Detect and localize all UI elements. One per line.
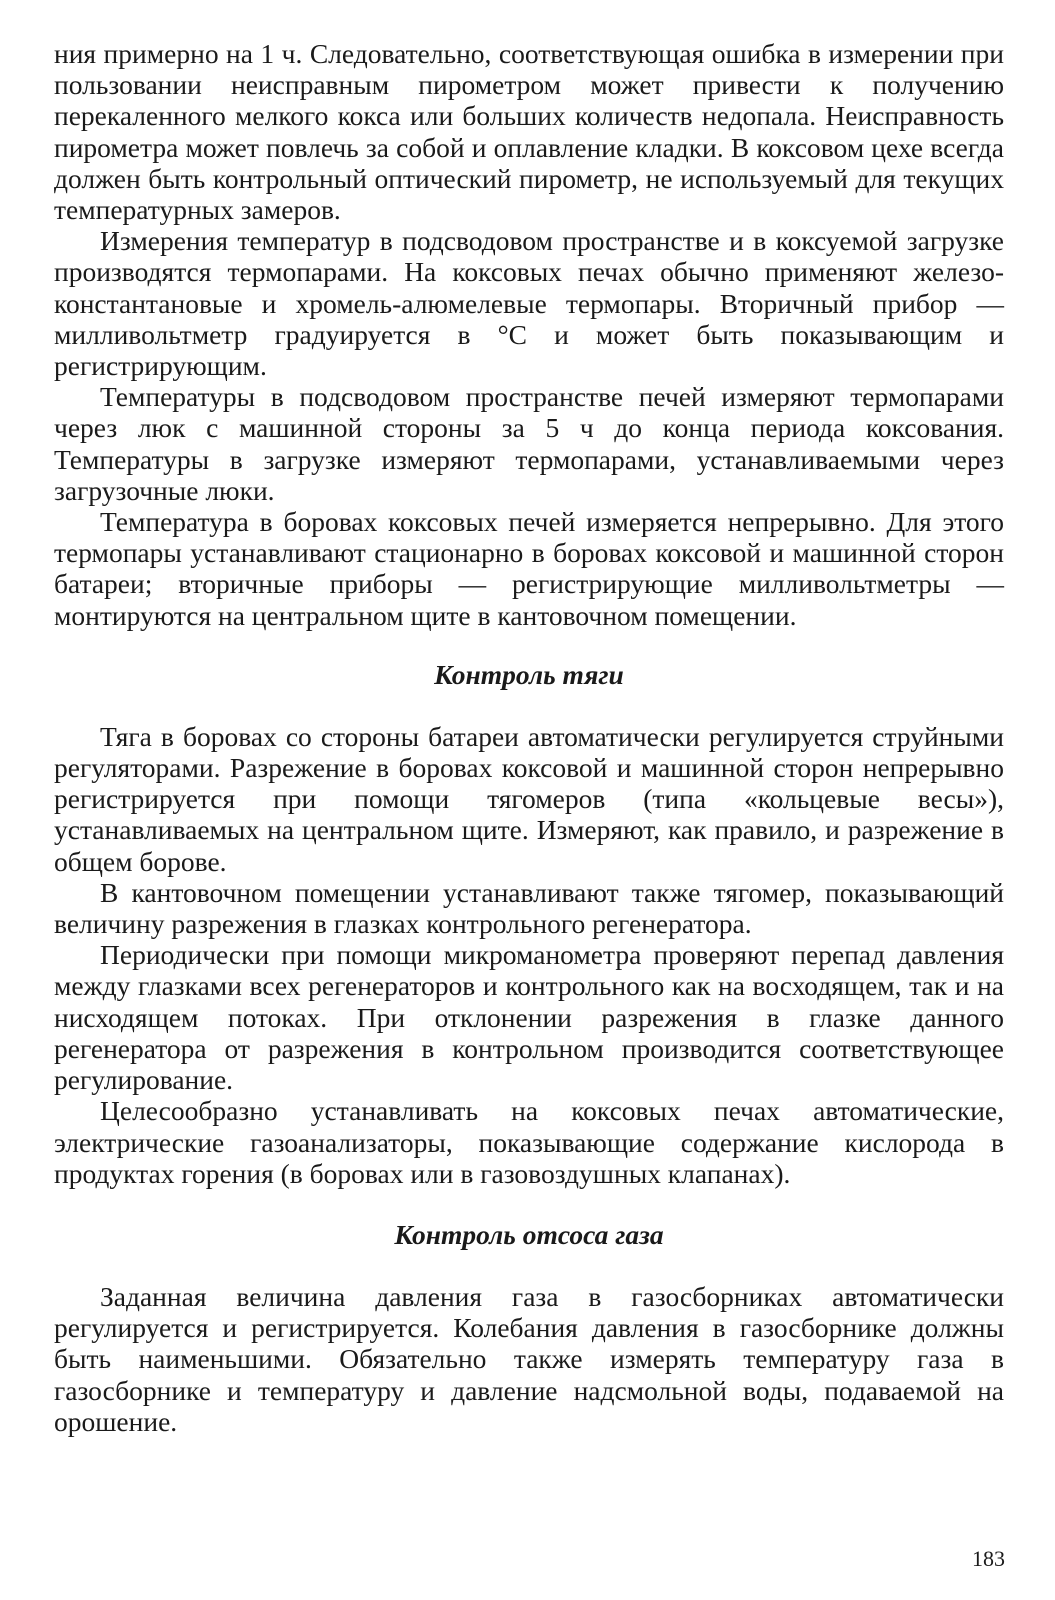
paragraph-draft-gauge: В кантовочном помещении устанавливают также тягомер, показывающий величину разрежения в глазках контрольного регенератора. xyxy=(54,876,1004,940)
paragraph-roof-space-temperature: Температуры в подсводовом пространстве печей измеряют термопарами через люк с машинной стороны за 5 ч до конца периода коксования. Температуры в загрузке измеряют термопарами, устанавливаемыми через загрузочные люки. xyxy=(54,381,1004,506)
paragraph-gas-analyzers: Целесообразно устанавливать на коксовых печах автоматические, электрические газоанализаторы, показывающие содержание кислорода в продуктах горения (в боровах или в газовоздушных клапанах). xyxy=(54,1095,1004,1189)
section-heading-gas-suction-control: Контроль отсоса газа xyxy=(394,1218,664,1250)
paragraph-micromanometer: Периодически при помощи микроманометра проверяют перепад давления между глазками всех регенераторов и контрольного как на восходящем, так и на нисходящем потоках. При отклонении разрежения в глазке данного регенератора от разрежения в контрольном производится соответствующее регулирование. xyxy=(54,939,1004,1096)
paragraph-flue-temperature: Температура в боровах коксовых печей измеряется непрерывно. Для этого термопары устанавливают стационарно в боровах коксовой и машинной сторон батареи; вторичные приборы — регистрирующие милливольтметры — монтируются на центральном щите в кантовочном помещении. xyxy=(54,506,1004,631)
paragraph-draft-regulation: Тяга в боровах со стороны батареи автоматически регулируется струйными регуляторами. Разрежение в боровах коксовой и машинной сторон непрерывно регистрируется при помощи тягомеров (типа «кольцевые весы»), устанавливаемых на центральном щите. Измеряют, как правило, и разрежение в общем борове. xyxy=(54,720,1004,877)
page-number: 183 xyxy=(972,1546,1005,1571)
paragraph-thermocouples: Измерения температур в подсводовом пространстве и в коксуемой загрузке производятся термопарами. На коксовых печах обычно применяют железо-константановые и хромель-алюмелевые термопары. Вторичный прибор — милливольтметр градуируется в °С и может быть показывающим и регистрирующим. xyxy=(54,225,1004,382)
paragraph-gas-pressure: Заданная величина давления газа в газосборниках автоматически регулируется и регистрируется. Колебания давления в газосборнике должны быть наименьшими. Обязательно также измерять температуру газа в газосборнике и температуру и давление надсмольной воды, подаваемой на орошение. xyxy=(54,1280,1004,1437)
section-heading-draft-control: Контроль тяги xyxy=(434,658,624,690)
page-body xyxy=(54,38,1004,1437)
paragraph-continued: ния примерно на 1 ч. Следовательно, соответствующая ошибка в измерении при пользовании неисправным пирометром может привести к получению перекаленного мелкого кокса или больших количеств недопала. Неисправность пирометра может повлечь за собой и оплавление кладки. В коксовом цехе всегда должен быть контрольный оптический пирометр, не используемый для текущих температурных замеров. xyxy=(54,38,1004,226)
